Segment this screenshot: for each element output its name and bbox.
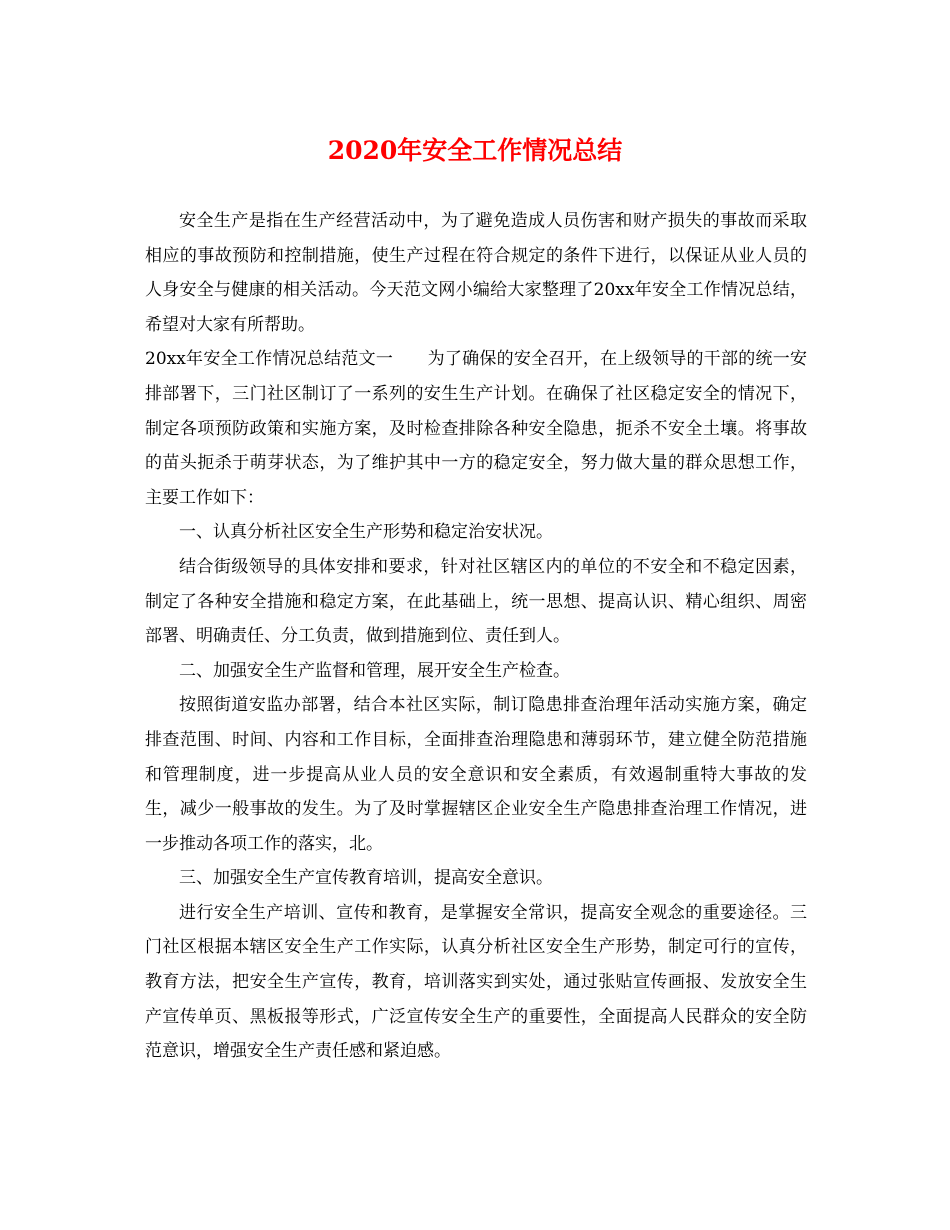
section-heading-3: 三、加强安全生产宣传教育培训，提高安全意识。 [179, 868, 553, 889]
paragraph-intro: 安全生产是指在生产经营活动中，为了避免造成人员伤害和财产损失的事故而采取相应的事故预防和控制措施，使生产过程在符合规定的条件下进行，以保证从业人员的人身安全与健康的相关活动。今天范文网小编给大家整理了20xx年安全工作情况总结，希望对大家有所帮助。 [145, 211, 807, 335]
paragraph-sample-one: 20xx年安全工作情况总结范文一 为了确保的安全召开，在上级领导的干部的统一安排部署下，三门社区制订了一系列的安生生产计划。在确保了社区稳定安全的情况下，制定各项预防政策和实施方案，及时检查排除各种安全隐患，扼杀不安全土壤。将事故的苗头扼杀于萌芽状态，为了维护其中一方的稳定安全，努力做大量的群众思想工作，主要工作如下： [145, 349, 807, 508]
document-body [145, 204, 807, 1069]
document-title: 2020年安全工作情况总结 [327, 136, 623, 165]
paragraph-section-3: 进行安全生产培训、宣传和教育，是掌握安全常识，提高安全观念的重要途径。三门社区根据本辖区安全生产工作实际，认真分析社区安全生产形势，制定可行的宣传，教育方法，把安全生产宣传，教育，培训落实到实处，通过张贴宣传画报、发放安全生产宣传单页、黑板报等形式，广泛宣传安全生产的重要性，全面提高人民群众的安全防范意识，增强安全生产责任感和紧迫感。 [145, 902, 807, 1062]
paragraph-section-1: 结合街级领导的具体安排和要求，针对社区辖区内的单位的不安全和不稳定因素，制定了各种安全措施和稳定方案，在此基础上，统一思想、提高认识、精心组织、周密部署、明确责任、分工负责，做到措施到位、责任到人。 [145, 556, 807, 647]
section-heading-2: 二、加强安全生产监督和管理，展开安全生产检查。 [179, 660, 570, 681]
section-heading-1: 一、认真分析社区安全生产形势和稳定治安状况。 [179, 522, 553, 543]
paragraph-section-2: 按照街道安监办部署，结合本社区实际，制订隐患排查治理年活动实施方案，确定排查范围、时间、内容和工作目标，全面排查治理隐患和薄弱环节，建立健全防范措施和管理制度，进一步提高从业人员的安全意识和安全素质，有效遏制重特大事故的发生，减少一般事故的发生。为了及时掌握辖区企业安全生产隐患排查治理工作情况，进一步推动各项工作的落实，北。 [145, 695, 807, 854]
